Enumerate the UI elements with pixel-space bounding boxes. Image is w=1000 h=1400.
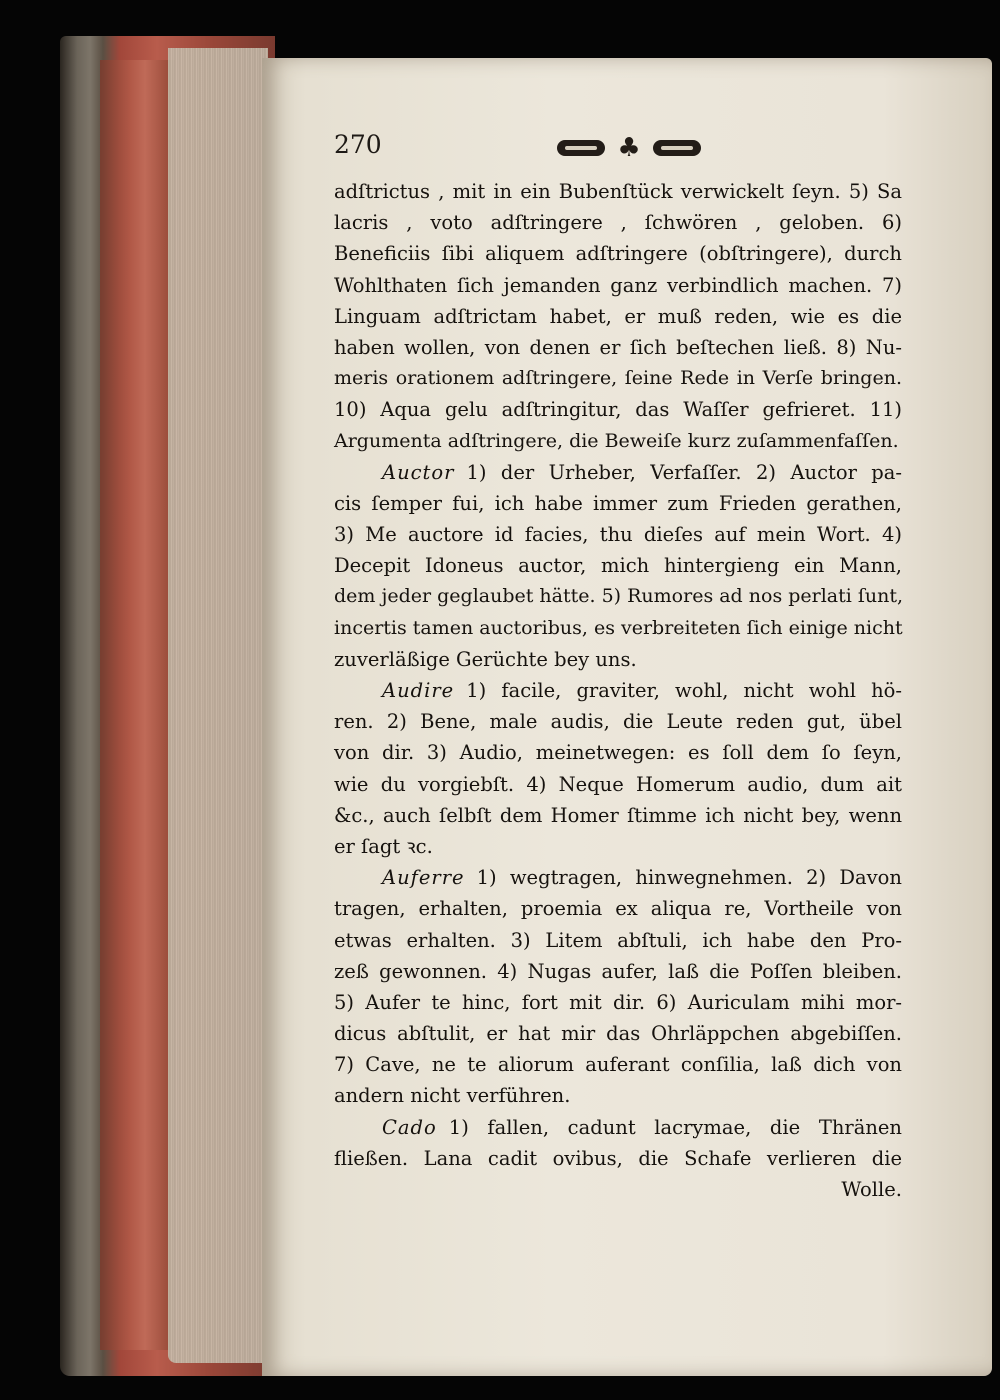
text-line (334, 893, 902, 924)
text-line (334, 1143, 902, 1174)
line-text: andern nicht verführen. (334, 1084, 571, 1108)
text-line (334, 488, 902, 519)
text-line (334, 332, 902, 363)
text-line (334, 176, 902, 207)
entry-headword: Audire (382, 679, 455, 702)
line-text: dicus abſtulit, er hat mir das Ohrläppchen abgebiſſen. (334, 1022, 902, 1046)
line-text: incertis tamen auctoribus, es verbreiteten ſich einige nicht (334, 616, 903, 639)
line-text: 10) Aqua gelu adſtringitur, das Waſſer gefrieret. 11) (334, 398, 902, 422)
text-line (334, 270, 902, 301)
text-line (334, 987, 902, 1018)
text-line (334, 706, 902, 737)
text-line (334, 363, 902, 394)
entry-headword: Auctor (382, 460, 455, 484)
entry-line (334, 675, 902, 706)
page-text (334, 176, 902, 1205)
text-line (334, 301, 902, 332)
entry-text: 1) wegtragen, hinwegnehmen. 2) Davon (476, 866, 902, 890)
text-line (334, 581, 902, 612)
line-text: Decepit Idoneus auctor, mich hintergieng ein Mann, (334, 554, 902, 578)
book-page (262, 58, 992, 1376)
line-text: 7) Cave, ne te aliorum auferant conſilia, laß dich von (334, 1053, 902, 1077)
line-text: 3) Me auctore id facies, thu dieſes auf mein Wort. 4) (334, 523, 902, 547)
line-text: dem jeder geglaubet hätte. 5) Rumores ad nos perlati ſunt, (334, 585, 904, 608)
page-edge-red (100, 60, 175, 1350)
line-text: zeß gewonnen. 4) Nugas aufer, laß die Poſſen bleiben. (334, 959, 902, 983)
text-line (334, 956, 902, 987)
text-line (334, 394, 902, 425)
line-text: etwas erhalten. 3) Litem abſtuli, ich habe den Pro- (334, 928, 902, 952)
text-line (334, 426, 902, 457)
line-text: Wolle. (841, 1178, 902, 1201)
ornament-right (653, 140, 701, 156)
line-text: 5) Aufer te hinc, fort mit dir. 6) Auriculam mihi mor- (334, 990, 902, 1014)
entry-line (334, 457, 902, 488)
ornament-center-icon: ♣ (617, 133, 641, 163)
text-line (334, 644, 902, 675)
line-text: ren. 2) Bene, male audis, die Leute reden gut, übel (334, 710, 902, 734)
text-line (334, 1080, 902, 1111)
entry-text: 1) facile, graviter, wohl, nicht wohl hö- (466, 679, 902, 702)
line-text: er ſagt ꝛc. (334, 834, 433, 858)
text-line (334, 1174, 902, 1205)
text-line (334, 550, 902, 581)
line-text: Beneficiis ſibi aliquem adſtringere (obſtringere), durch (334, 242, 902, 266)
line-text: meris orationem adſtringere, ſeine Rede in Verſe bringen. (334, 367, 902, 390)
line-text: adſtrictus , mit in ein Bubenſtück verwickelt ſeyn. 5) Sa (334, 180, 902, 203)
ornament-left (557, 140, 605, 156)
text-line (334, 800, 902, 831)
text-line (334, 737, 902, 768)
entry-text: 1) fallen, cadunt lacrymae, die Thränen (448, 1115, 902, 1139)
line-text: cis ſemper fui, ich habe immer zum Frieden gerathen, (334, 491, 902, 515)
line-text: Wohlthaten ſich jemanden ganz verbindlich machen. 7) (334, 273, 902, 297)
entry-headword: Cado (382, 1115, 437, 1139)
page-number: 270 (334, 130, 382, 159)
line-text: Argumenta adſtringere, die Beweiſe kurz zuſammenfaſſen. (334, 429, 899, 452)
line-text: von dir. 3) Audio, meinetwegen: es ſoll dem ſo ſeyn, (334, 741, 902, 765)
line-text: tragen, erhalten, proemia ex aliqua re, Vortheile von (334, 897, 902, 921)
entry-line (334, 1112, 902, 1143)
line-text: Linguam adſtrictam habet, er muß reden, wie es die (334, 304, 902, 328)
page-stack-edge (168, 48, 268, 1363)
line-text: haben wollen, von denen er ſich beſtechen ließ. 8) Nu- (334, 335, 902, 359)
line-text: fließen. Lana cadit ovibus, die Schafe verlieren die (334, 1146, 902, 1170)
line-text: zuverläßige Gerüchte bey uns. (334, 647, 637, 671)
entry-text: 1) der Urheber, Verfaſſer. 2) Auctor pa- (466, 460, 902, 484)
text-line (334, 207, 902, 238)
text-line (334, 831, 902, 862)
line-text: &c., auch ſelbſt dem Homer ſtimme ich nicht bey, wenn (334, 803, 902, 827)
text-line (334, 238, 902, 269)
entry-headword: Auferre (382, 866, 465, 890)
text-line (334, 519, 902, 550)
text-line (334, 613, 902, 644)
text-line (334, 1018, 902, 1049)
line-text: wie du vorgiebſt. 4) Neque Homerum audio, dum ait (334, 772, 902, 796)
text-line (334, 769, 902, 800)
entry-line (334, 862, 902, 893)
line-text: lacris , voto adſtringere , ſchwören , geloben. 6) (334, 211, 902, 235)
text-line (334, 1049, 902, 1080)
header-ornament (524, 128, 734, 168)
text-line (334, 925, 902, 956)
